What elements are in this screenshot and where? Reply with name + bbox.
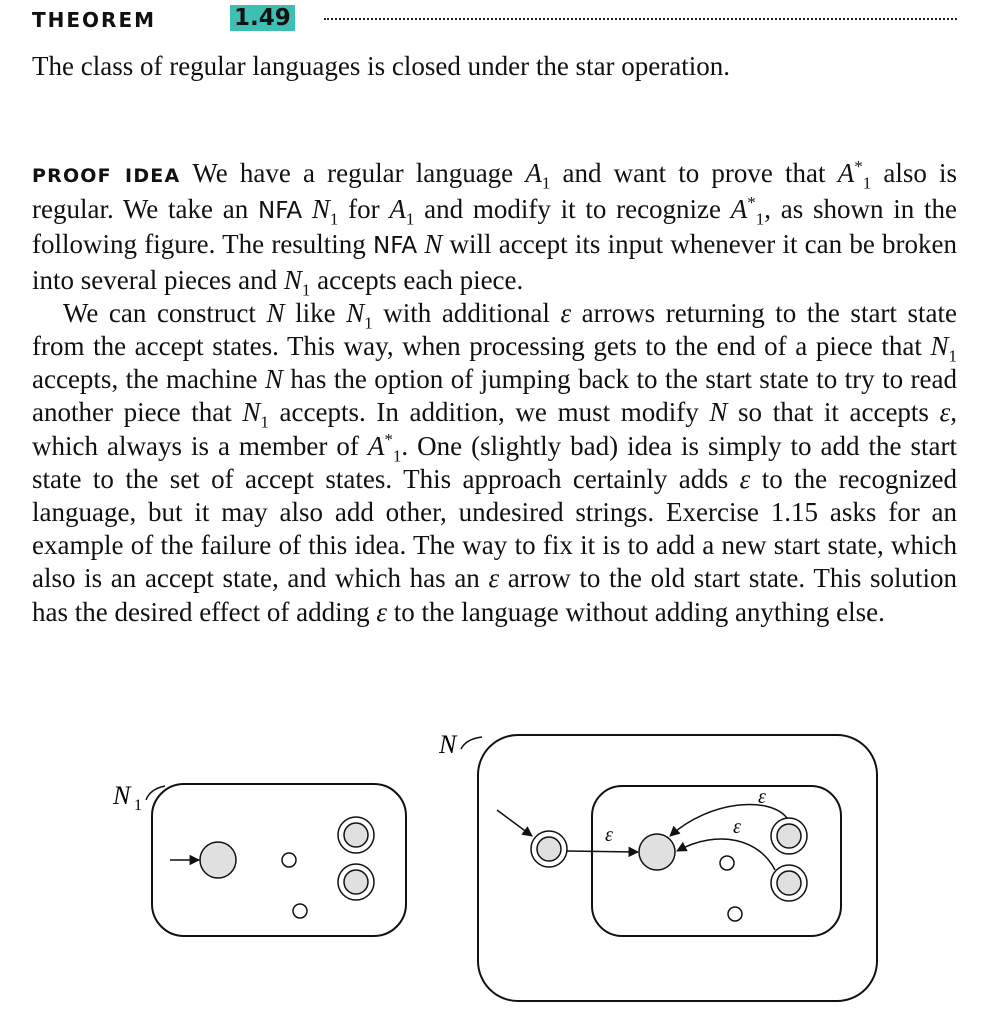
- epsilon-label: ε: [758, 786, 766, 808]
- dotted-rule: [324, 18, 957, 20]
- n-label: N: [439, 730, 457, 759]
- n-old-start-state: [639, 834, 675, 870]
- n-state: [728, 907, 742, 921]
- proof-paragraph-2: We can construct N like $N_1$ with additional ε arrows returning to the start state from the accept states. This way, when processing gets to the end of a piece that $N_1$ accepts, the machine N has the option of jumping back to the start state to try to read another piece that $N_1$ accepts. In addition, we must modify N so that it accepts ε, which always is a member of $A^*_1$. One (slightly bad) idea is simply to add the start state to the set of accept states. This approach certainly adds ε to the recognized language, but it may also add other, undesired strings. Exercise 1.15 asks for an example of the failure of this idea. The way to fix it is to add a new start state, which also is an accept state, and which has an ε arrow to the old start state. This solution has the desired effect of adding ε to the language without adding anything else.: [32, 297, 957, 627]
- proof-paragraph-1: PROOF IDEA We have a regular language $A_1$ and want to prove that $A^*_1$ also is regular. We take an NFA $N_1$ for $A_1$ and modify it to recognize $A^*_1$, as shown in the following figure. The resulting NFA N will accept its input whenever it can be broken into several pieces and $N_1$ accepts each piece.: [32, 157, 958, 299]
- theorem-label: THEOREM: [32, 8, 157, 32]
- theorem-statement: The class of regular languages is closed under the star operation.: [32, 51, 731, 81]
- machine-n: [438, 730, 877, 1001]
- n1-label-sub: 1: [134, 797, 142, 814]
- theorem-header: [32, 3, 957, 33]
- n1-start-state: [200, 842, 236, 878]
- n-outer-box: [478, 735, 877, 1001]
- n1-label: N: [113, 781, 131, 810]
- epsilon-return-arrow: [670, 804, 787, 836]
- n-state: [720, 856, 734, 870]
- epsilon-label: ε: [733, 816, 741, 838]
- n-start-arrow: [497, 810, 532, 836]
- n-inner-box: [592, 786, 841, 936]
- proof-idea: [32, 157, 957, 629]
- n1-state: [282, 853, 296, 867]
- proof-label: PROOF IDEA: [32, 165, 181, 187]
- machine-n1: [112, 781, 406, 936]
- epsilon-label: ε: [605, 824, 613, 846]
- n1-state: [293, 904, 307, 918]
- nfa-figure: [0, 700, 997, 1024]
- theorem-number: 1.49: [230, 5, 295, 31]
- n-label-pointer: [461, 737, 482, 749]
- epsilon-arrow-new-start: [567, 851, 638, 852]
